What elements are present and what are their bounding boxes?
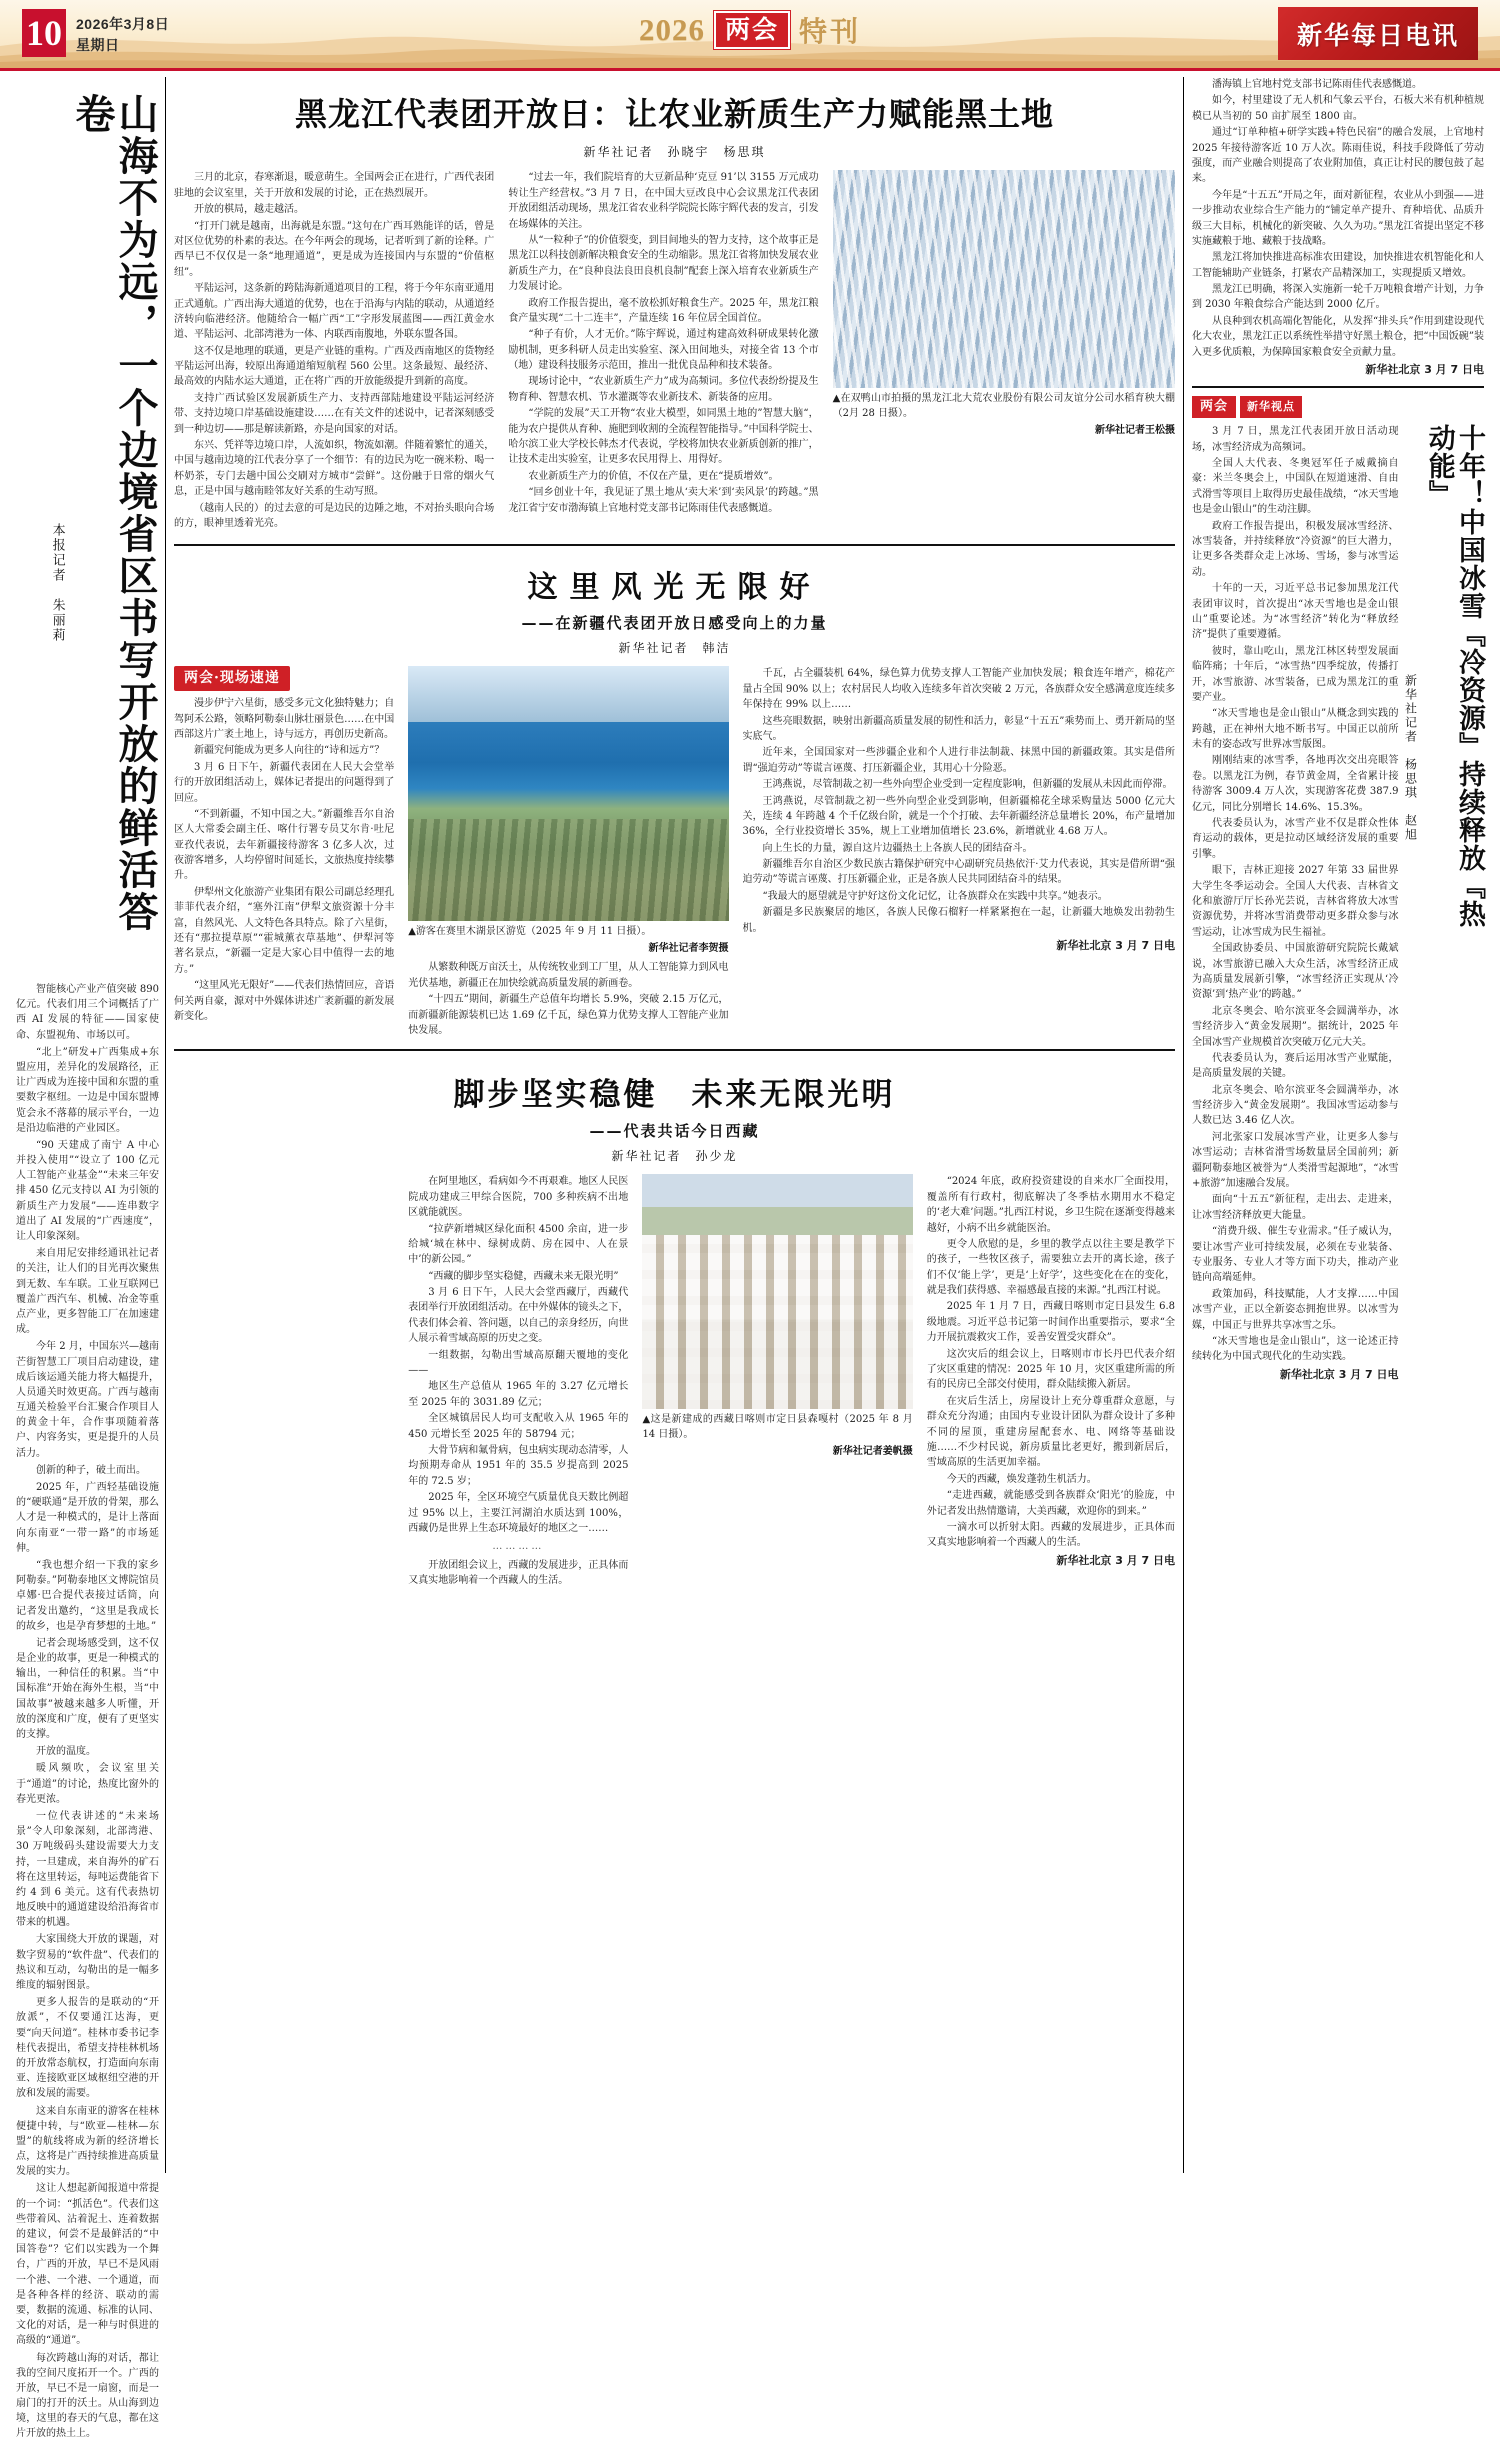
paragraph: 3 月 6 日下午，人民大会堂西藏厅，西藏代表团举行开放团组活动。在中外媒体的镜头之下，代表们体会着、答问题，以自己的亲身经历，向世人展示着雪域高原的历史之变。 [408,1287,629,1345]
lianghui-badge: 两会 [1192,396,1236,418]
tibet-village-photo-credit: 新华社记者姜帆摄 [832,1446,913,1458]
left-feature-title: 山海不为远，一个边境省区书写开放的鲜活答卷 [68,93,159,933]
story-tibet-col-2 [927,1174,1175,1589]
paragraph: “90 天建成了南宁 A 中心并投入使用”“设立了 100 亿元人工智能产业基金”“未来三年安排 450 亿元支持以 AI 为引领的新质生产力发展”——连串数字道出了 AI 发展的“广西速度”，让人印象深刻。 [16,1139,159,1242]
paragraph: 这来自东南亚的游客在桂林便捷中转，与“欧亚—桂林—东盟”的航线将成为新的经济增长点，这将是广西持续推进高质量发展的实力。 [16,2105,159,2178]
paragraph: 更令人欣慰的是，乡里的教学点以往主要是教学下的孩子，一些牧区孩子，需要独立去开的离长途，孩子们不仅‘能上学’，更是‘上好学’，这些变化在在的变化，就是我们获得感、幸福感最直接的来源。”扎西江村说。 [926,1238,1175,1297]
paragraph: 3 月 6 日下午，新疆代表团在人民大会堂举行的开放团组活动上，媒体记者提出的问题得到了回应。 [174,761,395,804]
story-tibet-byline: 新华社记者 孙少龙 [611,1149,738,1164]
paragraph: 从繁数种既万亩沃土，从传统牧业到工厂里，从人工智能算力到风电光伏基地，新疆正在加快绘就高质量发展的新画卷。 [408,962,729,989]
paragraph: 十年的一天，习近平总书记参加黑龙江代表团审议时，首次提出“冰天雪地也是金山银山”重要论述。为“冰雪经济”转化为“释放经济”提供了重要遵循。 [1192,583,1399,641]
paragraph: “回乡创业十年，我见证了黑土地从‘卖大米’到‘卖风景’的跨越。”黑龙江省宁安市渤海镇上官地村党支部书记陈雨佳代表感慨道。 [508,487,819,514]
paragraph: 这让人想起新闻报道中常提的一个词：“抓活色”。代表们这些带着风、沾着泥土、连着数据的建议，何尝不是最鲜活的“中国答卷”？它们以实践为一个舞台，广西的开放，早已不是风雨一个港、一个港、一个通道，而是各种各样的经济、联动的需要，数据的流通、标准的认同、文化的对话，是一种与时俱进的高级的“通道”。 [16,2183,159,2347]
paragraph: “学院的发展”天工开物“农业大模型，如同黑土地的”智慧大脑“，能为农户提供从育种、施肥到收割的全流程智能指导。”中国科学院士、哈尔滨工业大学校长韩杰才代表说，学校将加快农业新质创新的推广，让技术走出实验室，让更多农民用得上、用得好。 [508,408,819,466]
story-xinjiang-byline: 新华社记者 韩洁 [618,641,731,656]
paragraph: 近年来，全国国家对一些涉疆企业和个人进行非法制裁、抹黑中国的新疆政策。其实是借所谓“强迫劳动”等谎言诬蔑、打压新疆企业，其用心十分险恶。 [742,747,1175,774]
paragraph: “这里风光无限好”——代表们热情回应，音语何关两自豪，源对中外媒体讲述广袤新疆的新发展新变化。 [174,980,395,1022]
paragraph: 代表委员认为，冰雪产业不仅是群众性体育运动的载体，更是拉动区域经济发展的重要引擎。 [1192,818,1399,860]
paragraph: 王鸿燕说，尽管制裁之初一些外向型企业受到影响，但新疆棉花全球采购量达 5000 亿元大关，连续 4 年跨越 4 个千亿级台阶，就是一个个打破、去年新疆经济总量增长 20%，布产量增加 36%，全行业投资增长 35%，规上工业增加值增长 23.6%，新增就业 4.68 万人。 [742,795,1175,838]
greenhouse-photo [833,170,1175,388]
masthead-center-title [0,10,1500,50]
left-feature-title-wrap [48,93,157,973]
paragraph: 这些亮眼数据，映射出新疆高质量发展的韧性和活力，彰显“十五五”乘势而上、勇开新局的坚实底气。 [742,715,1175,742]
lianghui-live-badge: 两会·现场速递 [174,666,290,691]
paragraph: 漫步伊宁六星街，感受多元文化独特魅力；自驾阿禾公路，领略阿勒泰山脉壮丽景色……在中国西部这片广袤土地上，诗与远方，再创历史新高。 [174,698,395,740]
tibet-village-photo [642,1174,912,1409]
paragraph: 北京冬奥会、哈尔滨亚冬会圆满举办，冰雪经济步入“黄金发展期”。我国冰雪运动参与人数已达 3.46 亿人次。 [1192,1084,1399,1127]
paragraph: 每次跨越山海的对话，都让我的空间尺度拓开一个。广西的开放，早已不是一扇窗，而是一扇门的打开的沃土。从山海到边境，这里的春天的气息，都在这片开放的热土上。 [16,2352,159,2440]
left-feature-byline: 本报记者 朱丽莉 [49,523,65,643]
paragraph: 今天的西藏，焕发蓬勃生机活力。 [946,1473,1097,1485]
paragraph: 开放的棋局，越走越活。 [194,204,304,216]
paragraph: 现场讨论中，“农业新质生产力”成为高频词。多位代表纷纷提及生物育种、智慧农机、节水灌溉等农业新技术、新装备的应用。 [508,376,819,403]
story-xinjiang [174,544,1175,1039]
paragraph: 一组数据，勾勒出雪域高原翻天覆地的变化—— [408,1349,629,1377]
paragraph: 2025 年，全区环境空气质量优良天数比例超过 95% 以上，主要江河湖泊水质达到 100%，西藏仍是世界上生态环境最好的地区之一…… [408,1492,629,1534]
story-heilongjiang-byline: 新华社记者 孙晓宇 杨思琪 [583,145,766,160]
paragraph: “打开门就是越南，出海就是东盟。”这句在广西耳熟能详的话，曾是对区位优势的朴素的表达。在今年两会的现场，记者听到了新的诠释。广西早已不仅仅是一条“地理通道”，更是成为连接国内与东盟的“价值枢纽”。 [174,220,495,278]
story-xinjiang-subtitle: ——在新疆代表团开放日感受向上的力量 [521,614,828,633]
paragraph: 三月的北京，春寒渐退，暖意萌生。全国两会正在进行，广西代表团驻地的会议室里，关于开放和发展的讨论，正在热烈展开。 [174,172,495,199]
masthead-special-edition: 特刊 [799,15,862,48]
story-tibet-dateline: 新华社北京 3 月 7 日电 [1056,1553,1175,1567]
paragraph: “北上”研发+广西集成+东盟应用，差异化的发展路径，正让广西成为连接中国和东盟的重要数字枢纽。一边是中国东盟博览会永不落幕的展示平台，一边是沿边临港的产业园区。 [16,1046,159,1134]
paragraph: 政策加码，科技赋能，人才支撑……中国冰雪产业，正以全新姿态拥抱世界。以冰雪为媒，中国正与世界共享冰雪之乐。 [1192,1288,1399,1331]
story-heilongjiang-dateline: 新华社北京 3 月 7 日电 [1365,363,1484,377]
paragraph: 新疆是多民族聚居的地区，各族人民像石榴籽一样紧紧抱在一起，让新疆大地焕发出勃勃生机。 [742,907,1175,934]
paragraph: 代表委员认为，赛后运用冰雪产业赋能，是高质量发展的关键。 [1192,1052,1399,1080]
paragraph: 3 月 7 日，黑龙江代表团开放日活动现场，冰雪经济成为高频词。 [1192,426,1399,453]
story-xinjiang-photo-col [408,666,728,1039]
paragraph: 智能核心产业产值突破 890 亿元。代表们用三个词概括了广西 AI 发展的特征——国家使命、东盟视角、市场以可。 [16,984,159,1041]
story-heilongjiang-col-1 [174,170,494,532]
paragraph: 全国人大代表、冬奥冠军任子威戴摘自豪：米兰冬奥会上，中国队在短道速滑、自由式滑雪等项目上取得历史最佳战绩，“冰天雪地也是金山银山”的生动注脚。 [1192,458,1399,516]
paragraph: 千瓦，占全疆装机 64%，绿色算力优势支撑人工智能产业加快发展；粮食连年增产，棉花产量占全国 90% 以上；农村居民人均收入连续多年首次突破 2 万元，各族群众安全感满意度连续多年保持在 99% 以上…… [742,668,1175,711]
paragraph: “冰天雪地也是金山银山”从概念到实践的跨越，正在神州大地不断书写。中国正以前所未有的姿态改写世界冰雪版图。 [1192,708,1399,751]
paragraph: 从“一粒种子”的价值裂变，到目间地头的智力支持，这个故事正是黑龙江以科技创新解决粮食安全的生动缩影。黑龙江省将加快发展农业新质生产力，在“良种良法良田良机良制”配套上深入培育农业新质生产力发展讨论。 [508,234,819,293]
paragraph: “十四五”期间，新疆生产总值年均增长 5.9%，突破 2.15 万亿元，而新疆新能源装机已达 1.69 亿千瓦，绿色算力优势支撑人工智能产业加快发展。 [408,994,729,1036]
paragraph: “种子有价，人才无价。”陈宇辉说，通过构建高效科研成果转化激励机制，更多科研人员走出实验室、深入田间地头，对接全省 13 个市（地）建设科技服务示范田，推出一批优良品种和技术装备。 [508,329,819,372]
story-heilongjiang-photo-col [833,170,1175,532]
paragraph: 全区城镇居民人均可支配收入从 1965 年的 450 元增长至 2025 年的 58794 元； [408,1413,629,1440]
story-ice-byline: 新华社记者 杨思琪 赵旭 [1403,674,1418,843]
paragraph: 东兴、凭祥等边境口岸，人流如织，物流如潮。伴随着繁忙的通关，中国与越南边境的江代表分享了一个细节：有的边民为吃一碗米粉、喝一杯奶茶，专门去趟中国公交刷对方城市“尝鲜”。这份融于日常的烟火气息，正是中国与越南睦邻友好关系的生动写照。 [174,440,495,498]
paragraph: 刚刚结束的冰雪季，各地再次交出亮眼答卷。以黑龙江为例，春节黄金周，全省累计接待游客 3009.4 万人次，实现游客花费 387.9 亿元，同比分别增长 14.6%、15.3%。 [1192,755,1399,813]
story-xinjiang-col-1 [174,696,394,1024]
paragraph: 北京冬奥会、哈尔滨亚冬会圆满举办，冰雪经济步入“黄金发展期”。据统计，2025 年全国冰雪产业规模首次突破万亿元大关。 [1192,1005,1399,1048]
paragraph: 更多人报告的是联动的“开放派”，不仅要通江达海，更要“向天问道”。桂林市委书记李桂代表提出，希望支持桂林机场的开放常态航权，打造面向东南亚、连接欧亚区域枢纽空港的开放和发展的需要。 [16,1997,159,2100]
ice-story-badges [1192,396,1484,418]
paragraph: “我也想介绍一下我的家乡阿勒泰。”阿勒泰地区文博院馆员卓娜·巴合提代表接过话筒，向记者发出邀约，“这里是我成长的故乡，也是孕育梦想的土地。” [16,1559,159,1632]
heilongjiang-overflow-text [1192,77,1484,379]
paragraph: “2024 年底，政府投资建设的自来水厂全面投用，覆盖所有行政村，彻底解决了冬季枯水期用水不稳定的‘老大难’问题。”扎西江村说，乡卫生院在逐渐变得越来越好，小病不出乡就能医治。 [926,1176,1175,1234]
story-tibet-photo-col [642,1174,912,1589]
paragraph: “拉萨新增城区绿化面积 4500 余亩，进一步给城‘城在林中、绿树成荫、房在园中、人在景中’的新公园。” [408,1223,629,1266]
story-xinjiang-title: 这里风光无限好 [527,570,822,606]
paragraph: 这次灾后的组会议上，日喀则市市长丹巴代表介绍了灾区重建的情况：2025 年 10 月，灾区重建所需的所有的民房已全部交付使用，群众陆续搬入新居。 [926,1348,1175,1391]
main-stories-column [166,77,1184,2173]
right-column-divider [1192,386,1484,388]
paragraph: 农业新质生产力的价值，不仅在产量，更在“提质增效”。 [528,470,779,482]
paragraph: 这不仅是地理的联通，更是产业链的重构。广西及西南地区的货物经平陆运河出海，较原出海通道缩短航程 560 公里。这条最短、最经济、最高效的内陆水运大通道，正在将广西的开放能级提升到新的高度。 [174,345,495,388]
paragraph: “消费升级、催生专业需求。”任子威认为，要让冰雪产业可持续发展，必须在专业装备、专业服务、专业人才等方面下功夫，推动产业链向高端延伸。 [1192,1226,1399,1284]
story-heilongjiang-col-2 [508,170,818,532]
masthead [0,0,1500,68]
story-xinjiang-dateline: 新华社北京 3 月 7 日电 [1056,939,1175,953]
lianghui-seal: 两会 [714,11,790,49]
paragraph: 王鸿燕说，尽管制裁之初一些外向型企业受到一定程度影响，但新疆的发展从未因此而停滞。 [762,779,1173,791]
story-heilongjiang-title: 黑龙江代表团开放日：让农业新质生产力赋能黑土地 [294,95,1054,133]
paragraph: “不到新疆，不知中国之大。”新疆维吾尔自治区人大常委会副主任、喀什行署专员艾尔肯·吐尼亚孜代表说，去年新疆接待游客 3 亿多人次，过夜游客增多，人均停留时间延长，文旅热度持续攀升。 [174,808,395,882]
paragraph: 开放团组会议上，西藏的发展进步，正具体而又真实地影响着一个西藏人的生活。 [408,1559,629,1587]
sayram-lake-photo [408,666,728,921]
paragraph: 在阿里地区，看病如今不再艰难。地区人民医院成功建成三甲综合医院，700 多种疾病不出地区就能就医。 [408,1176,629,1219]
story-tibet-title: 脚步坚实稳健 未来无限光明 [453,1077,896,1114]
story-ice [1192,424,1484,1383]
paragraph: “我最大的愿望就是守护好这份文化记忆，让各族群众在实践中共享。”她表示。 [762,890,1108,902]
paragraph: 今年是“十五五”开局之年，面对新征程，农业从小到强——进一步推动农业综合生产能力的“铺定单产提升、育种培优、品质升级三大目标，机械化的新突破、久久为功。”黑龙江省提出坚定不移实施藏粮于地、藏粮于技战略。 [1192,189,1484,247]
paragraph: 新疆究何能成为更多人向往的“诗和远方”？ [194,745,385,757]
paragraph: 面向“十五五”新征程，走出去、走进来，让冰雪经济释放更大能量。 [1192,1194,1399,1221]
story-tibet [174,1049,1175,1589]
xinhua-viewpoint-badge: 新华视点 [1240,396,1302,418]
story-xinjiang-col-2 [408,960,728,1038]
left-feature-column [16,77,166,2440]
paragraph: 黑龙江已明确，将深入实施新一轮千万吨粮食增产计划，力争到 2030 年粮食综合产能达到 2000 亿斤。 [1192,284,1484,311]
paragraph: 河北张家口发展冰雪产业，让更多人参与冰雪运动；吉林省滑雪场数量居全国前列；新疆阿勒泰地区被誉为“人类滑雪起源地”，“冰雪+旅游”加速融合发展。 [1192,1131,1399,1190]
right-column [1184,77,1484,2173]
sayram-lake-photo-credit: 新华社记者李贺摄 [648,943,729,955]
paragraph: 政府工作报告提出，毫不放松抓好粮食生产。2025 年，黑龙江粮食产量实现“二十二连丰”，产量连续 16 年位居全国首位。 [508,297,819,324]
paragraph: 从良种到农机高端化智能化，从发挥“排头兵”作用到建设现代化大农业，黑龙江正以系统性举措守好黑土粮仓，把“中国饭碗”装入更多优质粮，为保障国家粮食安全贡献力量。 [1192,315,1484,358]
story-ice-body [1192,424,1399,1383]
story-xinjiang-col-3 [743,666,1175,1039]
story-tibet-subtitle: ——代表共话今日西藏 [589,1122,760,1141]
paragraph: 大骨节病和氟骨病，包虫病实现动态清零，人均预期寿命从 1951 年的 35.5 岁提高到 2025 年的 72.5 岁； [408,1444,629,1487]
paragraph: 平陆运河，这条新的跨陆海新通道项目的工程，将于今年东南亚通用正式通航。广西出海大通道的优势，也在于沿海与内陆的联动，从通道经济转向临港经济。他随给合一幅广西“工”字形发展蓝图——西江黄金水道、平陆运河、北部湾港为一体、内联西南腹地，外联东盟各国。 [174,283,495,341]
sayram-lake-photo-caption: ▲游客在赛里木湖景区游览（2025 年 9 月 11 日摄）。 [408,926,652,938]
paragraph: 创新的种子，破土而出。 [36,1464,146,1476]
story-ice-dateline: 新华社北京 3 月 7 日电 [1279,1367,1399,1381]
paragraph: 暖风频吹，会议室里关于“通道”的讨论，热度比窗外的春光更浓。 [16,1763,159,1805]
story-heilongjiang [174,95,1175,532]
paragraph: 支持广西试验区发展新质生产力、支持西部陆地建设平陆运河经济带、支持边境口岸基础设施建设……在有关文件的述说中，记者深刻感受到一种边切——那是解读新路，亦是向国家的对话。 [174,392,495,435]
paragraph: 2025 年 1 月 7 日，西藏日喀则市定日县发生 6.8 级地震。习近平总书记第一时间作出重要指示，要求“全力开展抗震救灾工作，妥善安置受灾群众”。 [926,1301,1175,1344]
paragraph: 如今，村里建设了无人机和气象云平台，石板大米有机种植规模已从当初的 50 亩扩展至 1800 亩。 [1192,95,1484,122]
paragraph: （越南人民的）的过去意的可是边民的边陲之地，不对抬头眼向合场的方，眼神里透着光亮。 [174,502,495,529]
paragraph: 地区生产总值从 1965 年的 3.27 亿元增长至 2025 年的 3031.89 亿元； [408,1381,629,1408]
paragraph: “过去一年，我们院培育的大豆新品种‘克豆 91’以 3155 万元成功转让生产经营权。”3 月 7 日，在中国大豆改良中心会议黑龙江代表团开放团组活动现场，黑龙江省农业科学院院长陈宇辉代表的发言，引发在场媒体的关注。 [508,172,819,230]
paragraph: “冰天雪地也是金山银山”，这一论述正持续转化为中国式现代化的生动实践。 [1192,1335,1399,1363]
paragraph: 全国政协委员、中国旅游研究院院长戴斌说，冰雪旅游已融入大众生活，冰雪经济正成为高质量发展新引擎，“冰雪经济正实现从‘冷资源’到‘热产业’的跨越。” [1192,943,1399,1001]
masthead-date: 2026年3月8日 [76,16,170,32]
story-ice-title: 十年！中国冰雪『冷资源』持续释放『热动能』 [1423,424,1485,929]
greenhouse-photo-credit: 新华社记者王松摄 [1095,425,1175,437]
paragraph: 彼时，靠山吃山，黑龙江林区转型发展面临阵痛；十年后，“冰雪热”四季绽放，传播打开，冰雪旅游、冰雪装备，已成为黑龙江的重要产业。 [1192,645,1399,703]
paragraph: 通过“订单种植+研学实践+特色民宿”的融合发展，上官地村 2025 年接待游客近 10 万人次。陈雨佳说，科技手段降低了劳动强度，而产业融合则提高了农业附加值，真正让村民的腰包鼓了起来。 [1192,127,1484,185]
masthead-weekday: 星期日 [76,37,120,53]
story-tibet-col-1 [408,1174,628,1589]
paragraph: 向上生长的力量，源自这片边疆热土上各族人民的团结奋斗。 [762,842,1033,854]
paragraph: 今年 2 月，中国东兴—越南芒街智慧工厂项目启动建设，建成后该运通关能力将大幅提升，人员通关时效更高。广西与越南互通关检验平台汇聚合作项目人的黄金十年，合作事项随着落户、内容务实，更是提升的人员活力。 [16,1341,159,1459]
story-xinjiang-badge-col [174,666,394,1039]
newspaper-logo [1278,7,1478,60]
paragraph: 来自用尼安排经通讯社记者的关注，让人们的目光再次聚焦到无数、车车联。工业互联网已覆盖广西汽车、机械、冶金等重点产业，更多智能工厂在加速建成。 [16,1248,159,1336]
newspaper-name: 新华每日电讯 [1296,20,1459,50]
left-feature-body [16,982,159,2444]
paragraph: 眼下，吉林正迎接 2027 年第 33 届世界大学生冬季运动会。全国人大代表、吉林省文化和旅游厅厅长孙光芸说，吉林省将放大冰雪资源优势，并将冰雪消费带动更多群众参与冰雪运动，让冰雪成为民生福祉。 [1192,865,1399,938]
masthead-year: 2026 [638,12,705,47]
paragraph: 开放的温度。 [36,1746,96,1758]
story-tibet-separator: ………… [492,1541,545,1553]
tibet-village-photo-caption: ▲这是新建成的西藏日喀则市定日县森嘎村（2025 年 8 月 14 日摄）。 [642,1414,913,1441]
paragraph: 在灾后生活上，房屋设计上充分尊重群众意愿，与群众充分沟通；由国内专业设计团队为群众设计了多种不同的屋顶，重建房屋配套水、电、网络等基础设施……不少村民说，新房质量比老更好，搬到新居后，雪域高原的生活更加幸福。 [926,1395,1175,1469]
page-number: 10 [22,9,66,57]
paragraph: 新疆维吾尔自治区少数民族古籍保护研究中心副研究员热依汗·艾力代表说，其实是借所谓“强迫劳动”等谎言诬蔑、打压新疆企业，正是各族人民共同团结奋斗的结果。 [742,859,1175,886]
paragraph: 2025 年，广西轻基础设施的“硬联通”是开放的骨架，那么人才是一种模式的，是计上落面向东南亚“一带一路”的市场延伸。 [16,1482,159,1554]
paragraph: 记者会现场感受到，这不仅是企业的故事，更是一种模式的输出，一种信任的积累。当“中国标准”开始在海外生根，当“中国故事”被越来越多人听懂，开放的深度和广度，便有了更坚实的支撑。 [16,1637,159,1740]
paragraph: 伊犁州文化旅游产业集团有限公司副总经理孔菲菲代表介绍，“塞外江南”伊犁文旅资源十分丰富，自然风光、人文特色各具特点。除了六星街，还有“那拉提草原”“霍城薰衣草基地”、伊犁河等著名景点，“新疆一定是大家心目中值得一去的地方。” [174,886,395,975]
paragraph: “走进西藏，就能感受到各族群众‘阳光’的脸庞，中外记者发出热情邀请，大美西藏，欢迎你的到来。” [926,1490,1175,1517]
paragraph: 黑龙江将加快推进高标准农田建设，加快推进农机智能化和人工智能辅助产业链条，打紧农产品精深加工，实现提质又增效。 [1192,252,1484,279]
paragraph: “西藏的脚步坚实稳健，西藏未来无限光明” [428,1270,619,1282]
page-body [0,71,1500,2440]
paragraph: 大家围绕大开放的课题，对数字贸易的“软件盘”、代表们的热议和互动，勾勒出的是一幅多维度的辐射图景。 [16,1934,159,1991]
greenhouse-photo-caption: ▲在双鸭山市拍摄的黑龙江北大荒农业股份有限公司友谊分公司水稻育秧大棚（2月 28 日摄）。 [832,393,1175,420]
paragraph: 潘海镇上官地村党支部书记陈雨佳代表感慨道。 [1212,79,1422,90]
paragraph: 政府工作报告提出，积极发展冰雪经济、冰雪装备，并持续释放“冷资源”的巨大潜力，让更多各类群众走上冰场、雪场，参与冰雪运动。 [1192,520,1399,578]
paragraph: 一滴水可以折射太阳。西藏的发展进步，正具体而又真实地影响着一个西藏人的生活。 [926,1521,1175,1549]
paragraph: 一位代表讲述的“未来场景”令人印象深刻，北部湾港、30 万吨级码头建设需要大力支持，一旦建成，来自海外的矿石将在这里转运，每吨运费能省下约 4 到 6 美元。这有代表热切地反映中的通道建设给沿海省市带来的机遇。 [16,1810,159,1929]
